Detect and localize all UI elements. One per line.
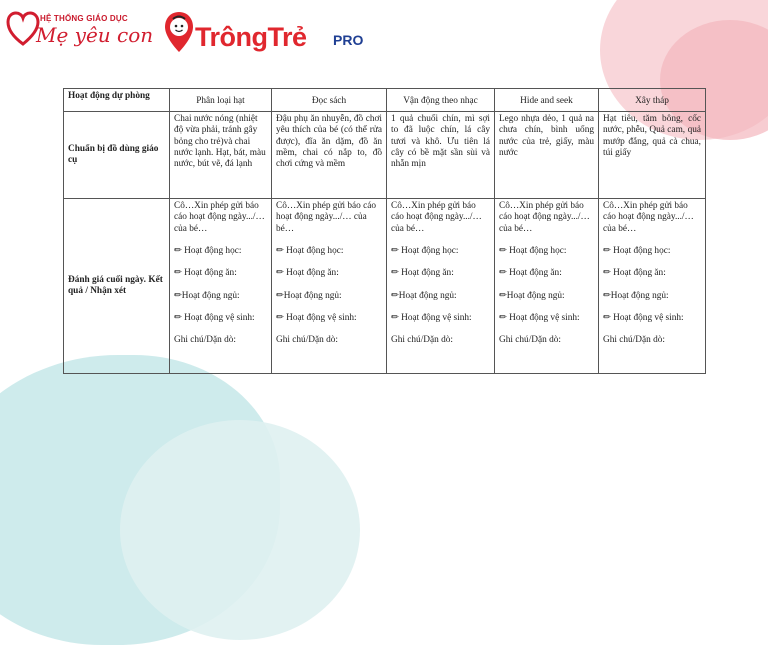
eval-note: Ghi chú/Dặn dò: — [276, 335, 338, 346]
header-reading: Đọc sách — [272, 89, 387, 112]
eval-study: ✏ Hoạt động học: — [391, 245, 459, 256]
eval-intro: Cô…Xin phép gửi báo cáo hoạt động ngày.../… của bé… — [174, 201, 265, 234]
eval-eat: ✏ Hoạt động ăn: — [174, 268, 237, 279]
evaluation-cell — [272, 199, 387, 374]
eval-sleep: ✏Hoạt động ngủ: — [276, 290, 342, 301]
eval-intro: Cô…Xin phép gửi báo cáo hoạt động ngày.../… của bé… — [499, 201, 590, 234]
eval-eat: ✏ Hoạt động ăn: — [603, 268, 666, 279]
logo-trong-tre-pro — [163, 10, 373, 56]
eval-eat: ✏ Hoạt động ăn: — [391, 268, 454, 279]
table-header-row — [64, 89, 706, 112]
eval-hygiene: ✏ Hoạt động vệ sinh: — [603, 312, 684, 323]
evaluation-cell — [599, 199, 706, 374]
eval-hygiene: ✏ Hoạt động vệ sinh: — [174, 312, 255, 323]
eval-sleep: ✏Hoạt động ngủ: — [174, 290, 240, 301]
eval-note: Ghi chú/Dặn dò: — [391, 335, 453, 346]
eval-sleep: ✏Hoạt động ngủ: — [499, 290, 565, 301]
table-cell: Lego nhựa dẻo, 1 quả na chưa chín, bình uống nước của trẻ, giấy, màu nước — [495, 112, 599, 199]
eval-study: ✏ Hoạt động học: — [174, 245, 242, 256]
eval-study: ✏ Hoạt động học: — [499, 245, 567, 256]
table-row-evaluation — [64, 199, 706, 374]
row-label-evaluation: Đánh giá cuối ngày. Kết quả / Nhận xét — [64, 199, 170, 374]
eval-note: Ghi chú/Dặn dò: — [603, 335, 665, 346]
row-label-preparation: Chuẩn bị đồ dùng giáo cụ — [64, 112, 170, 199]
header-music-movement: Vận động theo nhạc — [387, 89, 495, 112]
eval-study: ✏ Hoạt động học: — [603, 245, 671, 256]
table-cell: 1 quả chuối chín, mì sợi to đã luộc chín, lá cây tươi và khô. Ưu tiên lá cây có bề mặt sần sùi và nhẵn mịn — [387, 112, 495, 199]
header-backup-activity: Hoạt động dự phòng — [64, 89, 170, 112]
eval-intro: Cô…Xin phép gửi báo cáo hoạt động ngày.../… của bé… — [603, 201, 694, 234]
header-seed-sorting: Phân loại hạt — [170, 89, 272, 112]
eval-study: ✏ Hoạt động học: — [276, 245, 344, 256]
eval-hygiene: ✏ Hoạt động vệ sinh: — [391, 312, 472, 323]
evaluation-cell — [387, 199, 495, 374]
header-tower-building: Xây tháp — [599, 89, 706, 112]
eval-eat: ✏ Hoạt động ăn: — [499, 268, 562, 279]
eval-sleep: ✏Hoạt động ngủ: — [603, 290, 669, 301]
evaluation-cell — [170, 199, 272, 374]
logo1-name: Mẹ yêu con — [36, 23, 154, 47]
child-pin-icon — [163, 10, 195, 54]
eval-intro: Cô…Xin phép gửi báo cáo hoạt động ngày.../… của bé… — [276, 201, 377, 234]
logo-me-yeu-con — [6, 8, 156, 56]
eval-note: Ghi chú/Dặn dò: — [174, 335, 236, 346]
table-cell: Chai nước nóng (nhiệt độ vừa phải, tránh gây bỏng cho trẻ)và chai nước lạnh. Hạt, bát, màu nước, bút vẽ, đá lạnh — [170, 112, 272, 199]
logo1-tagline: HỆ THỐNG GIÁO DỤC — [40, 14, 128, 23]
eval-hygiene: ✏ Hoạt động vệ sinh: — [499, 312, 580, 323]
eval-eat: ✏ Hoạt động ăn: — [276, 268, 339, 279]
evaluation-cell — [495, 199, 599, 374]
eval-hygiene: ✏ Hoạt động vệ sinh: — [276, 312, 357, 323]
logo2-pro-badge: PRO — [333, 32, 364, 48]
logo2-name: TrôngTrẻ — [195, 22, 307, 52]
eval-sleep: ✏Hoạt động ngủ: — [391, 290, 457, 301]
table-cell: Hạt tiêu, tăm bông, cốc nước, phễu, Quả cam, quả mướp đắng, quả cà chua, túi giấy — [599, 112, 706, 199]
eval-note: Ghi chú/Dặn dò: — [499, 335, 561, 346]
decor-blob-teal-light — [120, 420, 360, 640]
table-cell: Đậu phụ ăn nhuyễn, đồ chơi yêu thích của bé (có thể rửa được), đĩa ăn dặm, đồ ăn mềm, chai có nắp to, đồ chơi cứng và mềm — [272, 112, 387, 199]
activity-plan-table — [63, 88, 706, 374]
heart-logo-icon — [6, 10, 40, 50]
header-hide-and-seek: Hide and seek — [495, 89, 599, 112]
eval-intro: Cô…Xin phép gửi báo cáo hoạt động ngày.../… của bé… — [391, 201, 482, 234]
table-row-preparation — [64, 112, 706, 199]
